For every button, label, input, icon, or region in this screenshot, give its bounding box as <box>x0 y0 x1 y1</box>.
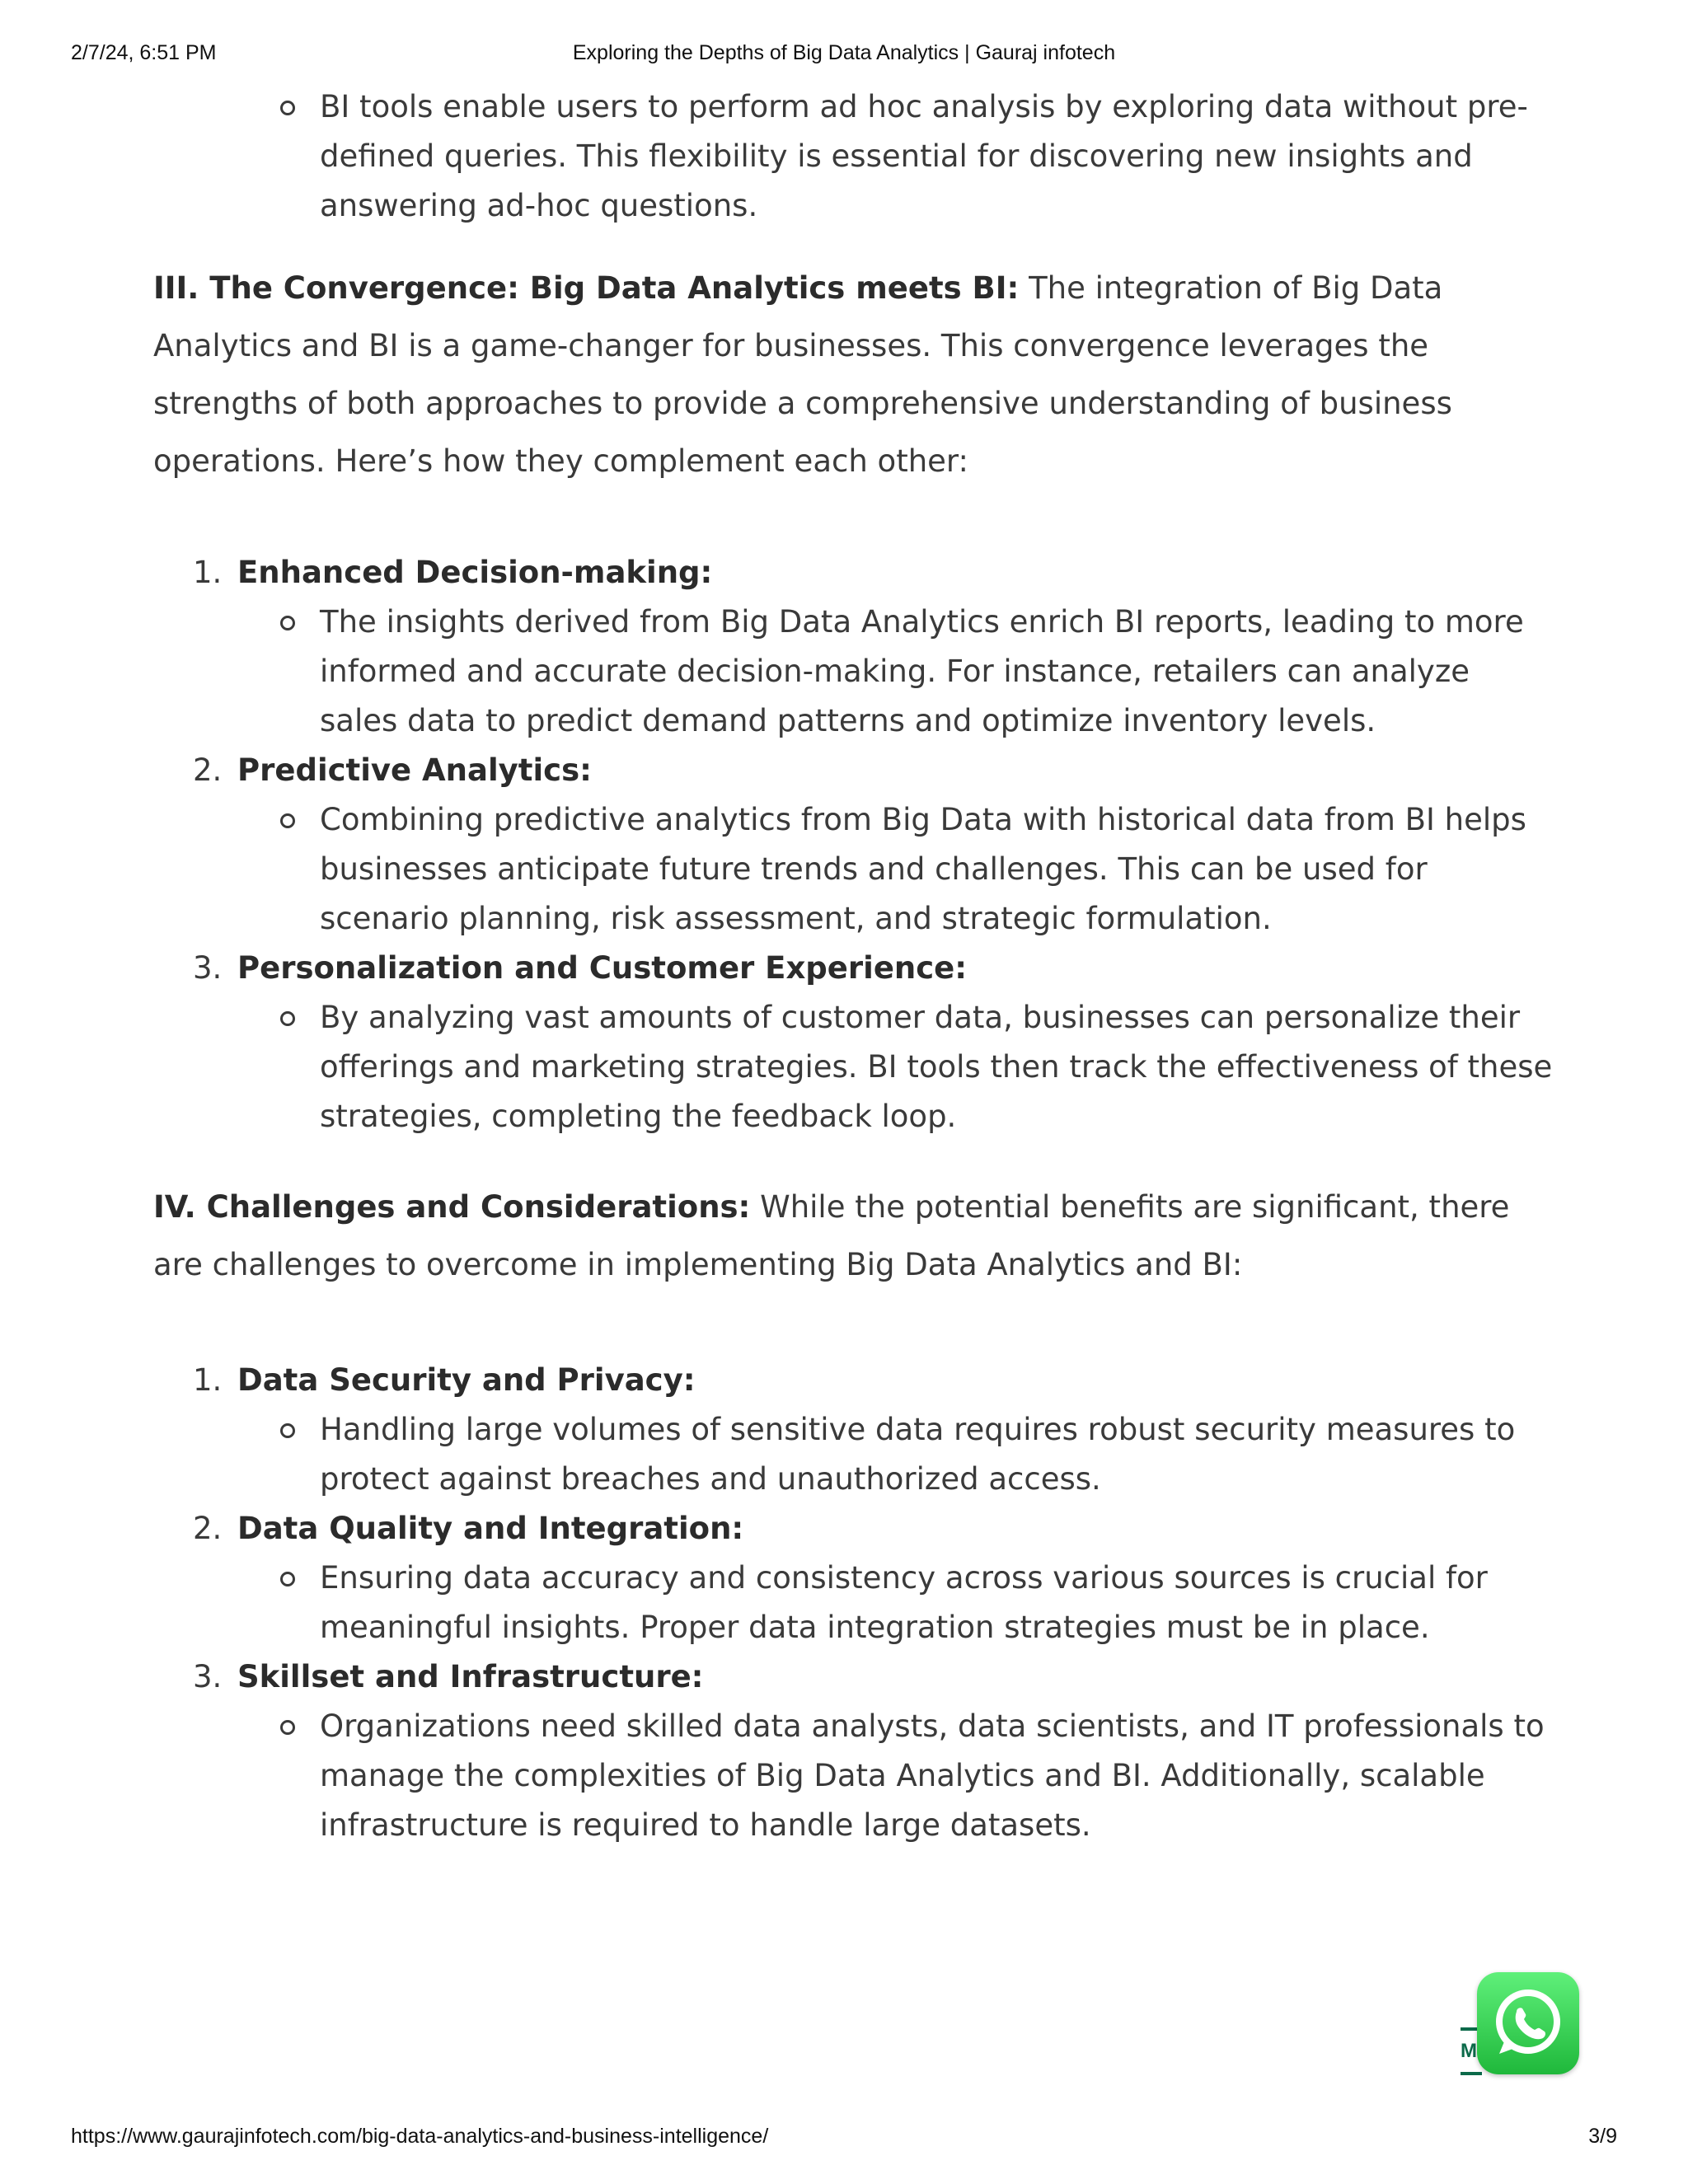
sub-bullet-list <box>153 1405 1554 1504</box>
list-item <box>153 746 1554 944</box>
item-title: Data Quality and Integration: <box>237 1511 744 1546</box>
section-3-heading: III. The Convergence: Big Data Analytics meets BI: <box>153 270 1020 306</box>
list-item <box>320 1405 1554 1504</box>
section-3-list <box>153 548 1554 1141</box>
list-item <box>320 82 1554 231</box>
list-item <box>153 548 1554 746</box>
circle-bullet-icon <box>280 1572 295 1586</box>
item-title: Personalization and Customer Experience: <box>237 950 968 986</box>
list-number: 3. <box>193 950 223 986</box>
whatsapp-chat-button[interactable] <box>1477 1972 1579 2074</box>
circle-bullet-icon <box>280 616 295 630</box>
section-4-paragraph <box>153 1179 1554 1294</box>
item-title: Data Security and Privacy: <box>237 1362 696 1398</box>
print-header <box>0 41 1688 68</box>
section-4-text: While the potential benefits are significant, there are challenges to overcome in implementing Big Data Analytics and BI: <box>153 1189 1510 1282</box>
list-item <box>153 944 1554 1141</box>
list-item <box>320 1702 1554 1850</box>
bullet-text: The insights derived from Big Data Analytics enrich BI reports, leading to more informed and accurate decision-making. For instance, retailers can analyze sales data to predict demand patterns and optimize inventory levels. <box>320 604 1524 738</box>
sub-bullet-list <box>153 1702 1554 1850</box>
list-number: 2. <box>193 1511 223 1546</box>
list-number: 1. <box>193 555 223 590</box>
list-number: 2. <box>193 752 223 788</box>
list-item <box>153 1356 1554 1504</box>
circle-bullet-icon <box>280 101 295 115</box>
item-title: Skillset and Infrastructure: <box>237 1659 704 1694</box>
intro-bullet-list <box>153 82 1554 231</box>
sub-bullet-list <box>153 1554 1554 1652</box>
list-number: 1. <box>193 1362 223 1398</box>
circle-bullet-icon <box>280 1423 295 1438</box>
circle-bullet-icon <box>280 813 295 828</box>
section-4-list <box>153 1356 1554 1850</box>
print-page-title: Exploring the Depths of Big Data Analytics | Gauraj infotech <box>572 41 1116 64</box>
list-number: 3. <box>193 1659 223 1694</box>
circle-bullet-icon <box>280 1011 295 1026</box>
list-item <box>320 1554 1554 1652</box>
section-3-paragraph <box>153 260 1554 490</box>
section-4-heading: IV. Challenges and Considerations: <box>153 1189 751 1225</box>
list-item <box>320 795 1554 944</box>
list-item <box>153 1504 1554 1652</box>
bullet-text: Combining predictive analytics from Big Data with historical data from BI helps businesses anticipate future trends and challenges. This can be used for scenario planning, risk assessment, and strategic formulation. <box>320 802 1526 936</box>
bullet-text: Organizations need skilled data analysts, data scientists, and IT professionals to manage the complexities of Big Data Analytics and BI. Additionally, scalable infrastructure is required to handle large datasets. <box>320 1708 1545 1843</box>
print-footer <box>0 2125 1688 2151</box>
bullet-text: BI tools enable users to perform ad hoc analysis by exploring data without pre-defined queries. This flexibility is essential for discovering new insights and answering ad-hoc questions. <box>320 89 1528 223</box>
article-content <box>153 82 1554 1843</box>
list-item <box>320 993 1554 1141</box>
whatsapp-icon <box>1477 1972 1579 2074</box>
section-3-text: The integration of Big Data Analytics and BI is a game-changer for businesses. This convergence leverages the strengths of both approaches to provide a comprehensive understanding of business operations. Here’s how they complement each other: <box>153 270 1452 479</box>
bullet-text: Handling large volumes of sensitive data requires robust security measures to protect against breaches and unauthorized access. <box>320 1412 1516 1497</box>
sub-bullet-list <box>153 598 1554 746</box>
bullet-text: By analyzing vast amounts of customer data, businesses can personalize their offerings and marketing strategies. BI tools then track the effectiveness of these strategies, completing the feedback loop. <box>320 1000 1553 1134</box>
item-title: Predictive Analytics: <box>237 752 592 788</box>
page-number: 3/9 <box>1588 2125 1617 2148</box>
bullet-text: Ensuring data accuracy and consistency across various sources is crucial for meaningful insights. Proper data integration strategies must be in place. <box>320 1560 1488 1645</box>
print-url: https://www.gaurajinfotech.com/big-data-analytics-and-business-intelligence/ <box>71 2125 769 2148</box>
print-date: 2/7/24, 6:51 PM <box>71 41 217 64</box>
item-title: Enhanced Decision-making: <box>237 555 713 590</box>
sub-bullet-list <box>153 993 1554 1141</box>
sub-bullet-list <box>153 795 1554 944</box>
circle-bullet-icon <box>280 1720 295 1735</box>
partial-tab-letter: M <box>1461 2040 1477 2062</box>
list-item <box>320 598 1554 746</box>
list-item <box>153 1652 1554 1850</box>
